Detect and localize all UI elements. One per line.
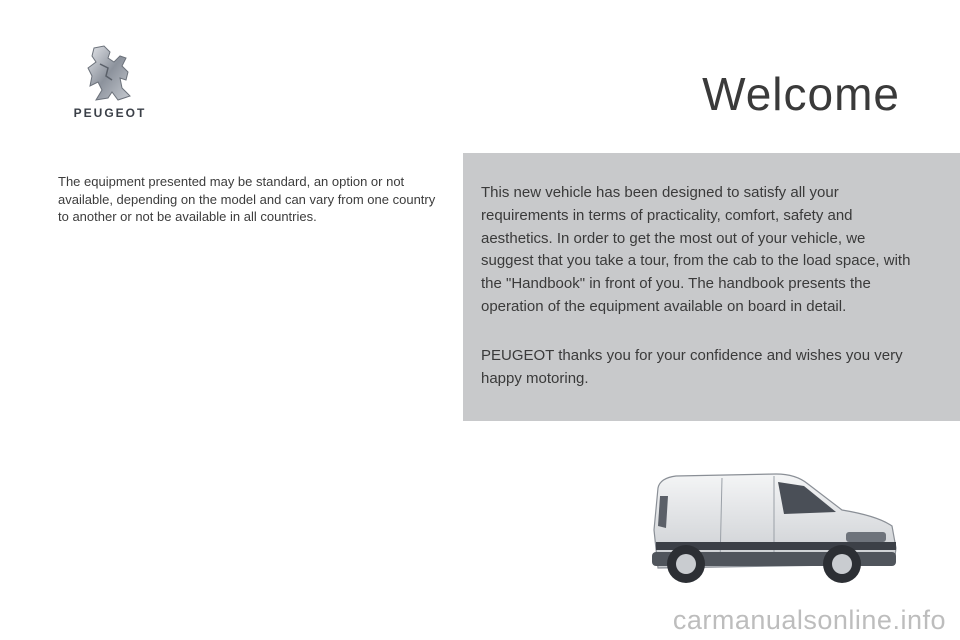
brand-name: PEUGEOT [73, 106, 147, 120]
van-illustration [646, 470, 902, 588]
equipment-note: The equipment presented may be standard, an option or not available, depending on the model and can vary from one country to another or not be available in all countries. [58, 174, 436, 224]
welcome-panel [463, 153, 960, 421]
welcome-paragraph-1: This new vehicle has been designed to satisfy all your requirements in terms of practicality, comfort, safety and aesthetics. In order to get the most out of your vehicle, we suggest that you take a tour, from the cab to the load space, with the "Handbook" in front of you. The handbook presents the operation of the equipment available on board in detail. [481, 184, 911, 315]
watermark-text: carmanualsonline.info [672, 605, 946, 635]
peugeot-logo [60, 44, 160, 124]
page-title: Welcome [702, 67, 900, 120]
lion-emblem-icon [80, 44, 140, 102]
welcome-paragraph-2: PEUGEOT thanks you for your confidence and wishes you very happy motoring. [481, 347, 903, 387]
